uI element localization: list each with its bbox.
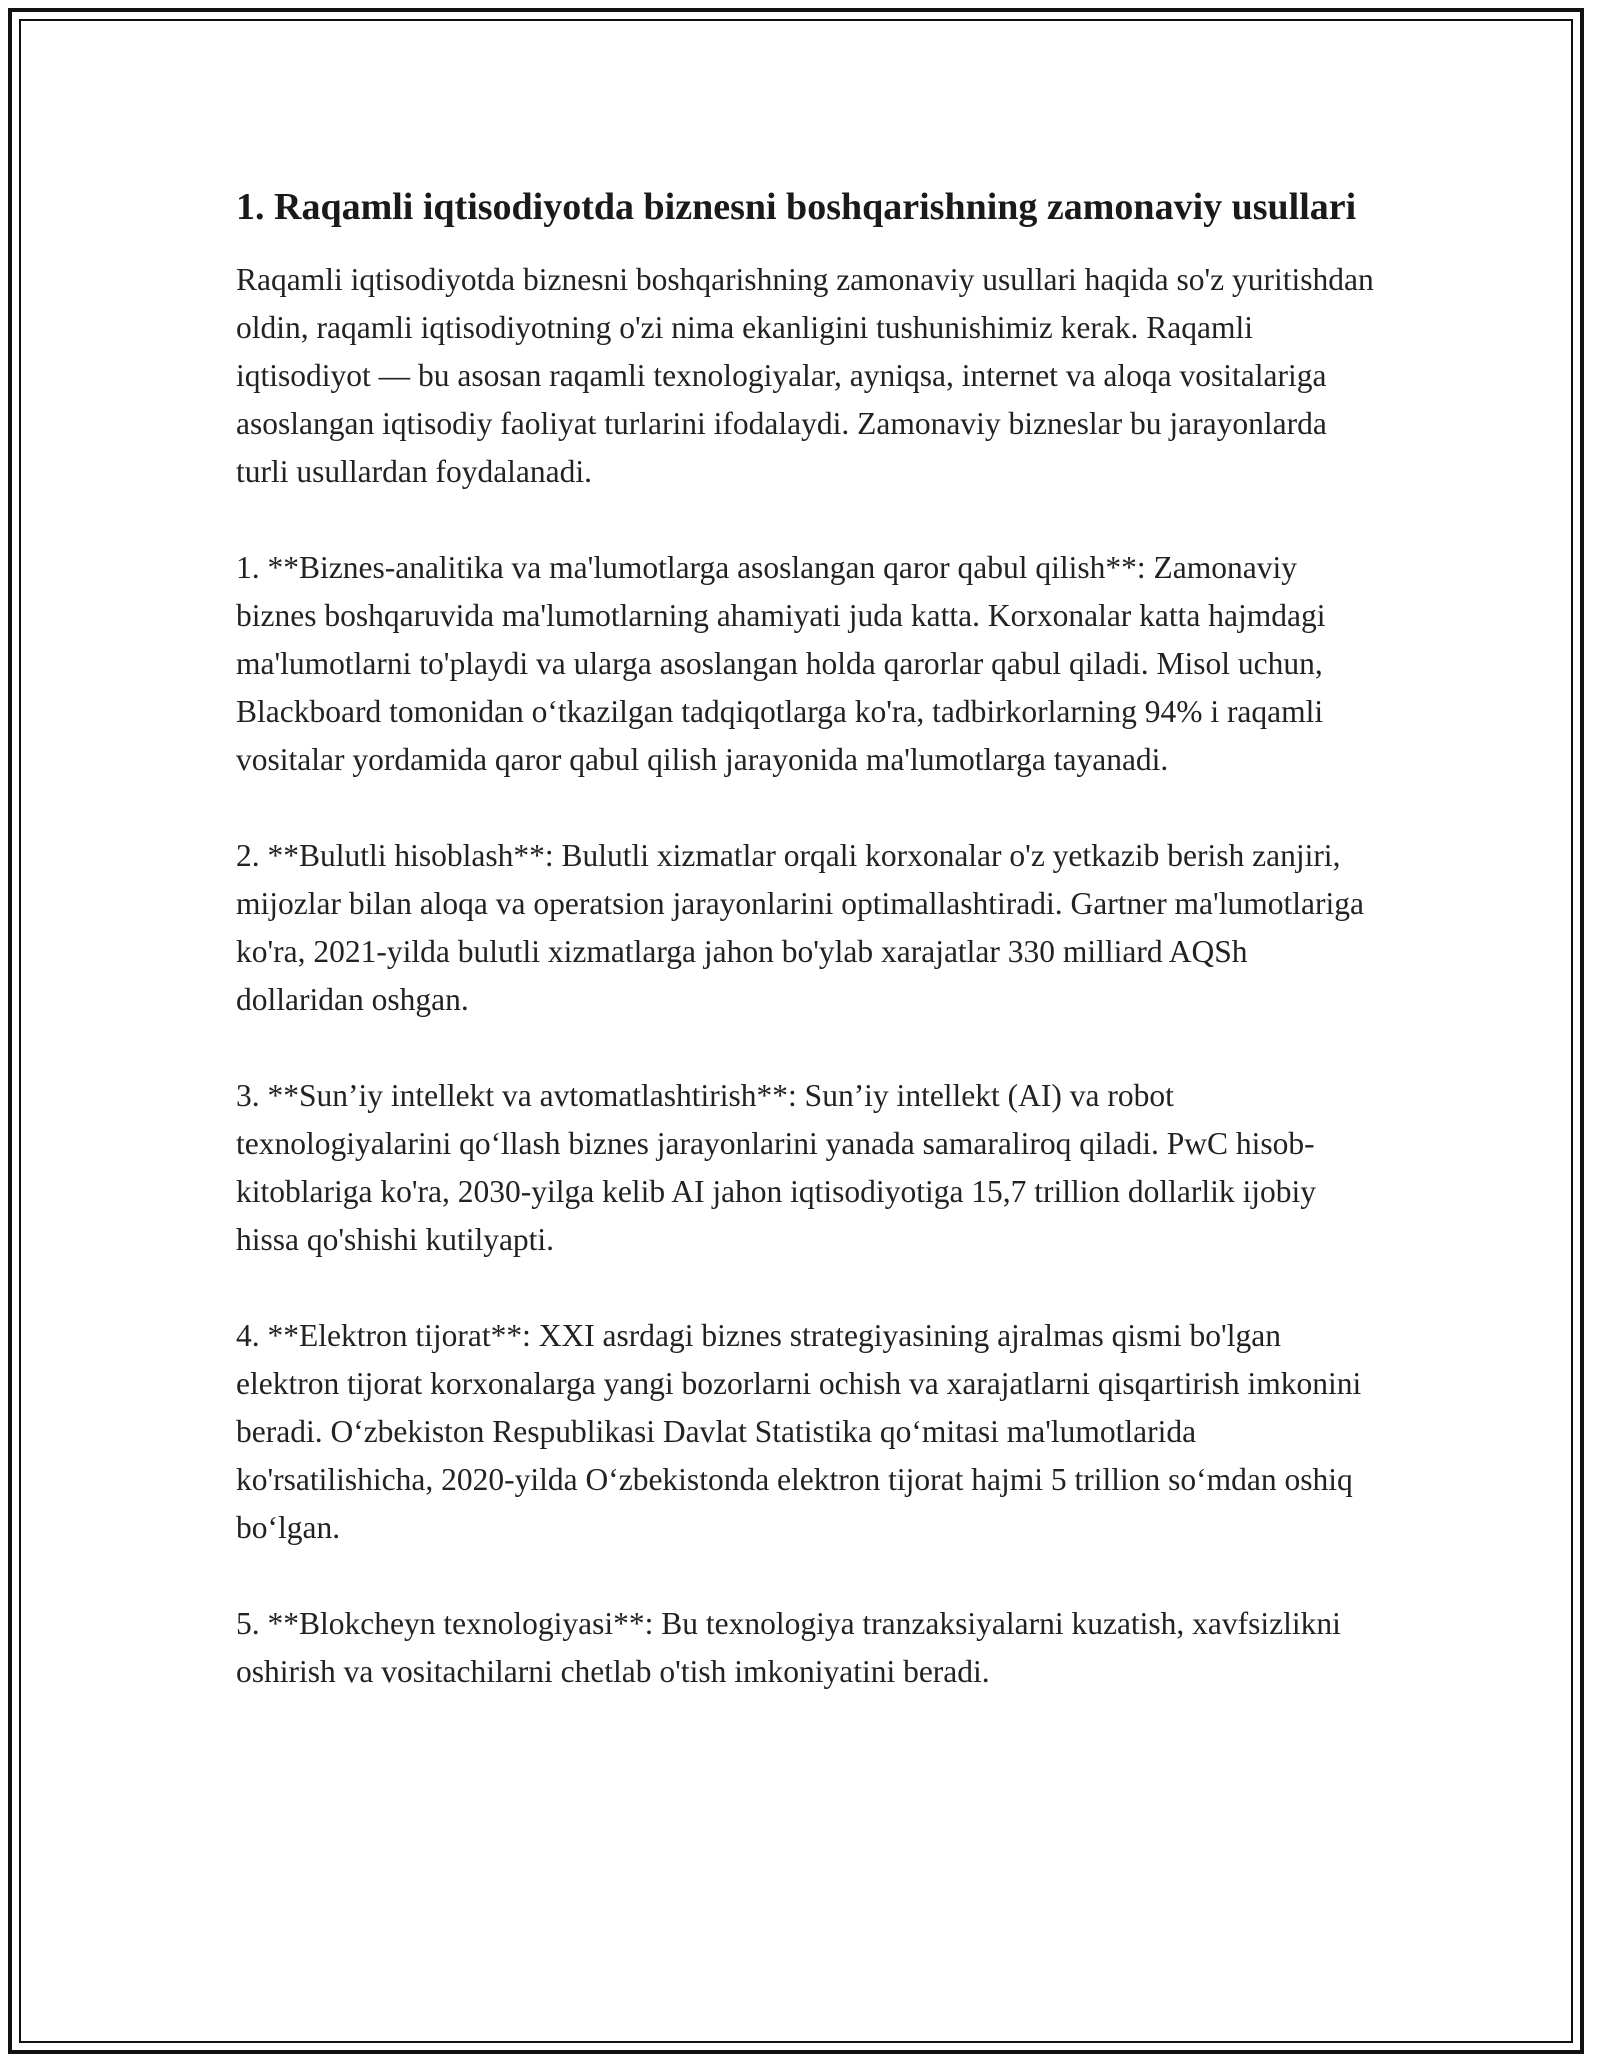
list-item-cloud-computing: 2. **Bulutli hisoblash**: Bulutli xizmatlar orqali korxonalar o'z yetkazib berish zanjiri, mijozlar bilan aloqa va operatsion jarayonlarini optimallashtiradi. Gartner ma'lumotlariga ko'ra, 2021-yilda bulutli xizmatlarga jahon bo'ylab xarajatlar 330 milliard AQSh dollaridan oshgan. (236, 838, 1364, 1017)
list-item-e-commerce: 4. **Elektron tijorat**: XXI asrdagi biznes strategiyasining ajralmas qismi bo'lgan elektron tijorat korxonalarga yangi bozorlarni ochish va xarajatlarni qisqartirish imkonini beradi. O‘zbekiston Respublikasi Davlat Statistika qo‘mitasi ma'lumotlarida ko'rsatilishicha, 2020-yilda O‘zbekistonda elektron tijorat hajmi 5 trillion so‘mdan oshiq bo‘lgan. (236, 1318, 1362, 1545)
list-item-blockchain: 5. **Blokcheyn texnologiyasi**: Bu texnologiya tranzaksiyalarni kuzatish, xavfsizlikni oshirish va vositachilarni chetlab o'tish imkoniyatini beradi. (236, 1606, 1341, 1689)
list-item-business-analytics: 1. **Biznes-analitika va ma'lumotlarga asoslangan qaror qabul qilish**: Zamonaviy biznes boshqaruvida ma'lumotlarning ahamiyati juda katta. Korxonalar katta hajmdagi ma'lumotlarni to'playdi va ularga asoslangan holda qarorlar qabul qiladi. Misol uchun, Blackboard tomonidan o‘tkazilgan tadqiqotlarga ko'ra, tadbirkorlarning 94% i raqamli vositalar yordamida qaror qabul qilish jarayonida ma'lumotlarga tayanadi. (236, 550, 1326, 777)
section-title: 1. Raqamli iqtisodiyotda biznesni boshqarishning zamonaviy usullari (236, 186, 1357, 228)
list-item-artificial-intelligence: 3. **Sun’iy intellekt va avtomatlashtirish**: Sun’iy intellekt (AI) va robot texnologiyalarini qo‘llash biznes jarayonlarini yanada samaraliroq qiladi. PwC hisob-kitoblariga ko'ra, 2030-yilga kelib AI jahon iqtisodiyotiga 15,7 trillion dollarlik ijobiy hissa qo'shishi kutilyapti. (236, 1078, 1317, 1257)
document-body (236, 180, 1376, 1744)
intro-paragraph: Raqamli iqtisodiyotda biznesni boshqarishning zamonaviy usullari haqida so'z yuritishdan oldin, raqamli iqtisodiyotning o'zi nima ekanligini tushunishimiz kerak. Raqamli iqtisodiyot — bu asosan raqamli texnologiyalar, ayniqsa, internet va aloqa vositalariga asoslangan iqtisodiy faoliyat turlarini ifodalaydi. Zamonaviy bizneslar bu jarayonlarda turli usullardan foydalanadi. (236, 262, 1374, 489)
